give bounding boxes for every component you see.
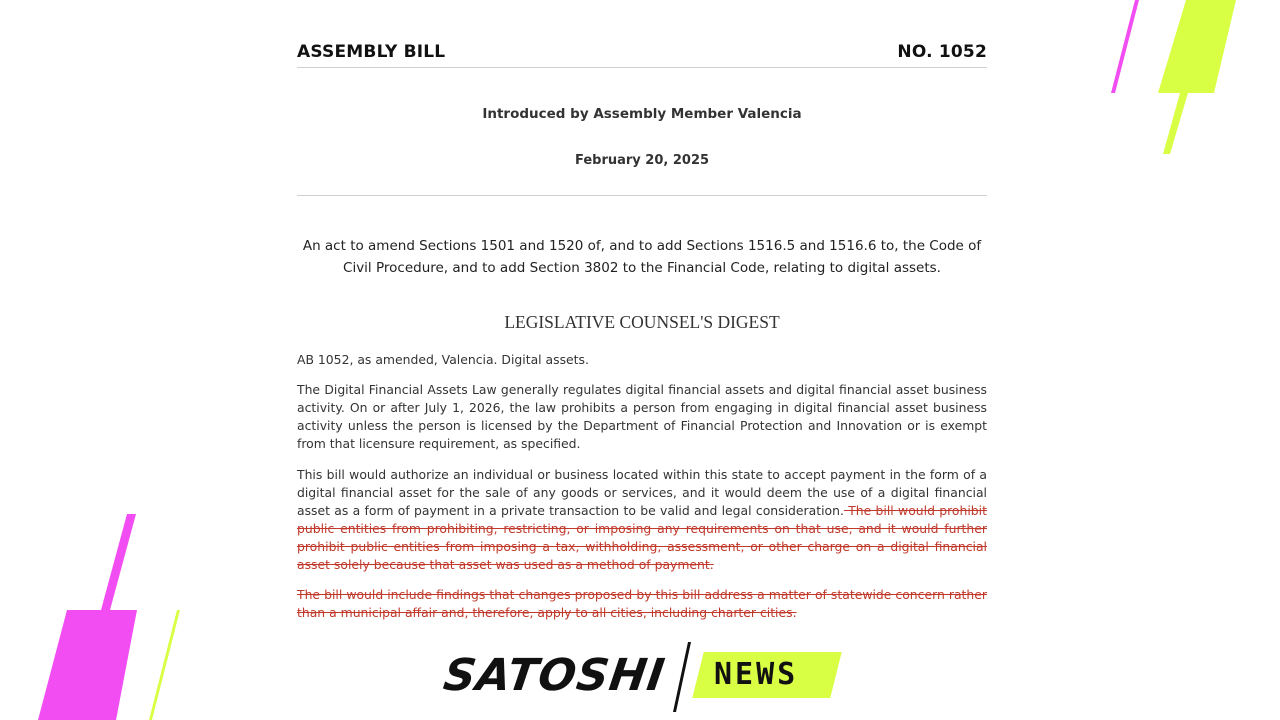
findings-struck-text: The bill would include findings that changes proposed by this bill address a matter of statewide concern rather than a municipal affair and, therefore, apply to all cities, including charter cities.	[297, 587, 987, 620]
bill-paragraph-text: This bill would authorize an individual or business located within this state to accept payment in the form of a digital financial asset for the sale of any goods or services, and it would deem the use of a digital financial asset as a form of payment in a private transaction to be valid and legal consideration.	[297, 467, 987, 518]
logo-brand-text: SATOSHI	[440, 650, 669, 701]
bill-type: ASSEMBLY BILL	[297, 42, 446, 62]
act-description: An act to amend Sections 1501 and 1520 of, and to add Sections 1516.5 and 1516.6 to, the Code of Civil Procedure, and to add Section 3802 to the Financial Code, relating to digital assets.	[302, 238, 982, 276]
bill-number: NO. 1052	[897, 42, 987, 62]
lime-bar-top	[1158, 0, 1236, 93]
bill-paragraph-struck-text: The bill would prohibit public entities from prohibiting, restricting, or imposing any requirements on that use, and it would further prohibit public entities from imposing a tax, withholding, assessment, or other charge on a digital financial asset solely because that asset was used as a method of payment.	[297, 503, 987, 572]
lime-stick-top	[1163, 93, 1188, 154]
header-divider	[297, 67, 987, 68]
magenta-line-top	[1111, 0, 1139, 93]
digest-bill-paragraph	[297, 466, 987, 574]
digest-summary-line: AB 1052, as amended, Valencia. Digital assets.	[297, 352, 589, 367]
lime-line-bottom	[149, 610, 180, 720]
introduced-by: Introduced by Assembly Member Valencia	[482, 106, 802, 122]
magenta-stick-bottom	[101, 514, 136, 610]
logo-news-text: NEWS	[714, 657, 799, 692]
digest-title: LEGISLATIVE COUNSEL'S DIGEST	[504, 312, 780, 332]
bill-date: February 20, 2025	[574, 153, 710, 168]
bill-header	[297, 42, 987, 62]
date-divider	[297, 195, 987, 196]
magenta-bar-bottom	[38, 610, 137, 720]
logo-slash-icon	[672, 642, 692, 712]
satoshi-news-logo	[440, 642, 844, 712]
digest-findings-paragraph	[297, 586, 987, 622]
digest-law-paragraph: The Digital Financial Assets Law generally regulates digital financial assets and digital financial asset business activity. On or after July 1, 2026, the law prohibits a person from engaging in digital financial asset business activity unless the person is licensed by the Department of Financial Protection and Innovation or is exempt from that licensure requirement, as specified.	[297, 382, 987, 451]
